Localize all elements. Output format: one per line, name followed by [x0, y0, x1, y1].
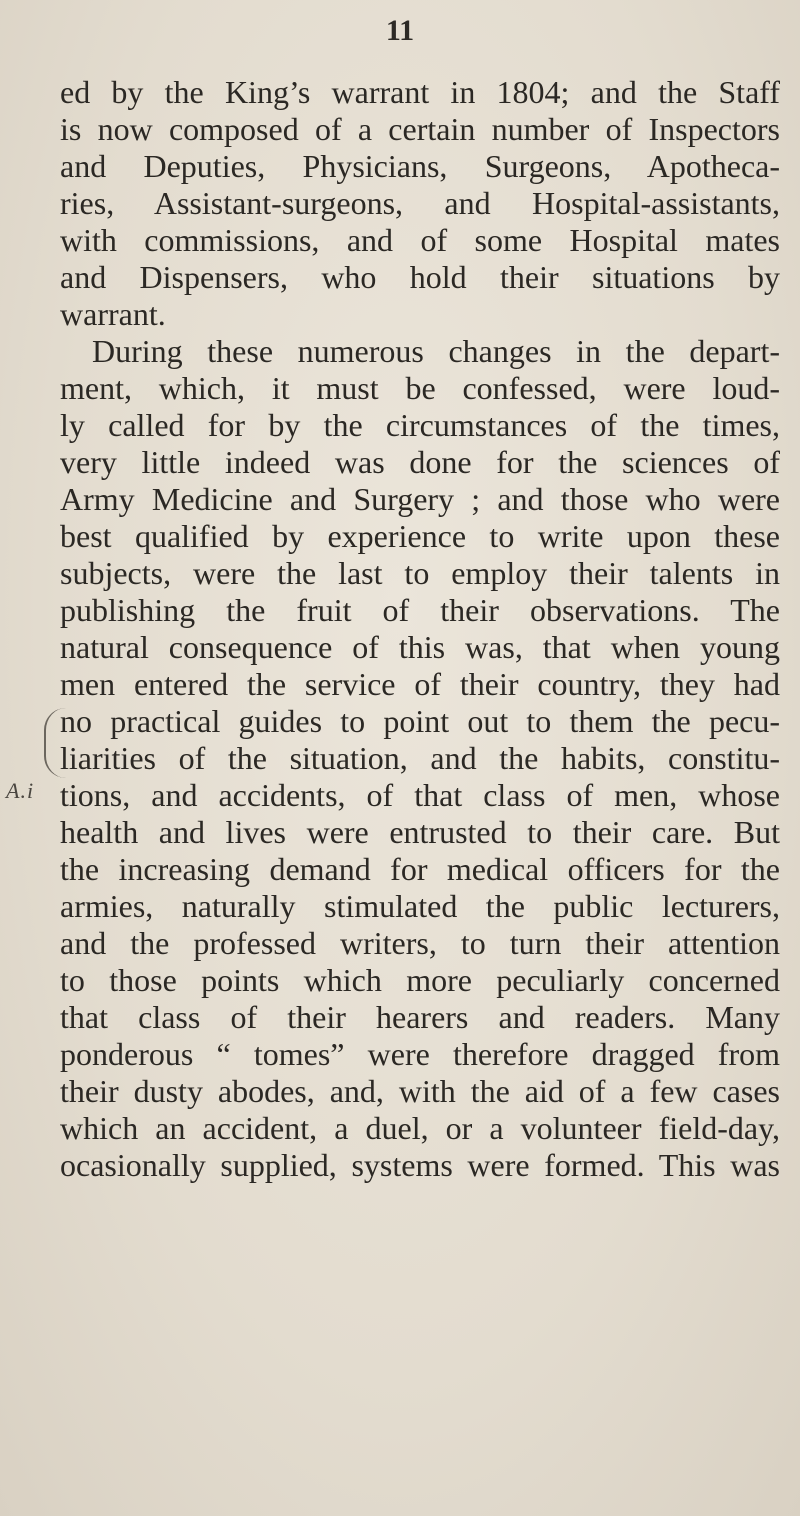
text-line: their dusty abodes, and, with the aid of a few cases: [60, 1073, 780, 1109]
text-line: publishing the fruit of their observations. The: [60, 592, 780, 628]
text-line: to those points which more peculiarly concerned: [60, 962, 780, 998]
margin-annotation: A.i: [6, 778, 35, 803]
text-line: During these numerous changes in the depart-: [92, 333, 780, 369]
text-line: the increasing demand for medical officers for the: [60, 851, 780, 887]
text-line: men entered the service of their country, they had: [60, 666, 780, 702]
text-line: that class of their hearers and readers. Many: [60, 999, 780, 1035]
text-line: very little indeed was done for the sciences of: [60, 444, 780, 480]
text-line: natural consequence of this was, that when young: [60, 629, 780, 665]
text-line: tions, and accidents, of that class of men, whose: [60, 777, 780, 813]
text-line: with commissions, and of some Hospital mates: [60, 222, 780, 258]
text-line: Army Medicine and Surgery ; and those who were: [60, 481, 780, 517]
text-line: and Dispensers, who hold their situations by: [60, 259, 780, 295]
text-line: subjects, were the last to employ their talents in: [60, 555, 780, 591]
text-line: ries, Assistant-surgeons, and Hospital-assistants,: [60, 185, 780, 221]
text-line: health and lives were entrusted to their care. But: [60, 814, 780, 850]
text-line: liarities of the situation, and the habits, constitu-: [60, 740, 780, 776]
text-line: best qualified by experience to write upon these: [60, 518, 780, 554]
page-number: 11: [385, 14, 415, 47]
text-line: which an accident, a duel, or a volunteer field-day,: [60, 1110, 780, 1146]
text-line: ed by the King’s warrant in 1804; and the Staff: [60, 74, 780, 110]
text-line: and the professed writers, to turn their attention: [60, 925, 780, 961]
text-line: ment, which, it must be confessed, were loud-: [60, 370, 780, 406]
text-line: warrant.: [60, 296, 166, 332]
text-line: ly called for by the circumstances of the times,: [60, 407, 780, 443]
text-line: ponderous “ tomes” were therefore dragged from: [60, 1036, 780, 1072]
text-line: is now composed of a certain number of Inspectors: [60, 111, 780, 147]
text-line: ocasionally supplied, systems were formed. This was: [60, 1147, 780, 1183]
body-text: [60, 74, 780, 1184]
text-line: no practical guides to point out to them the pecu-: [60, 703, 780, 739]
text-line: armies, naturally stimulated the public lecturers,: [60, 888, 780, 924]
text-line: and Deputies, Physicians, Surgeons, Apotheca-: [60, 148, 780, 184]
